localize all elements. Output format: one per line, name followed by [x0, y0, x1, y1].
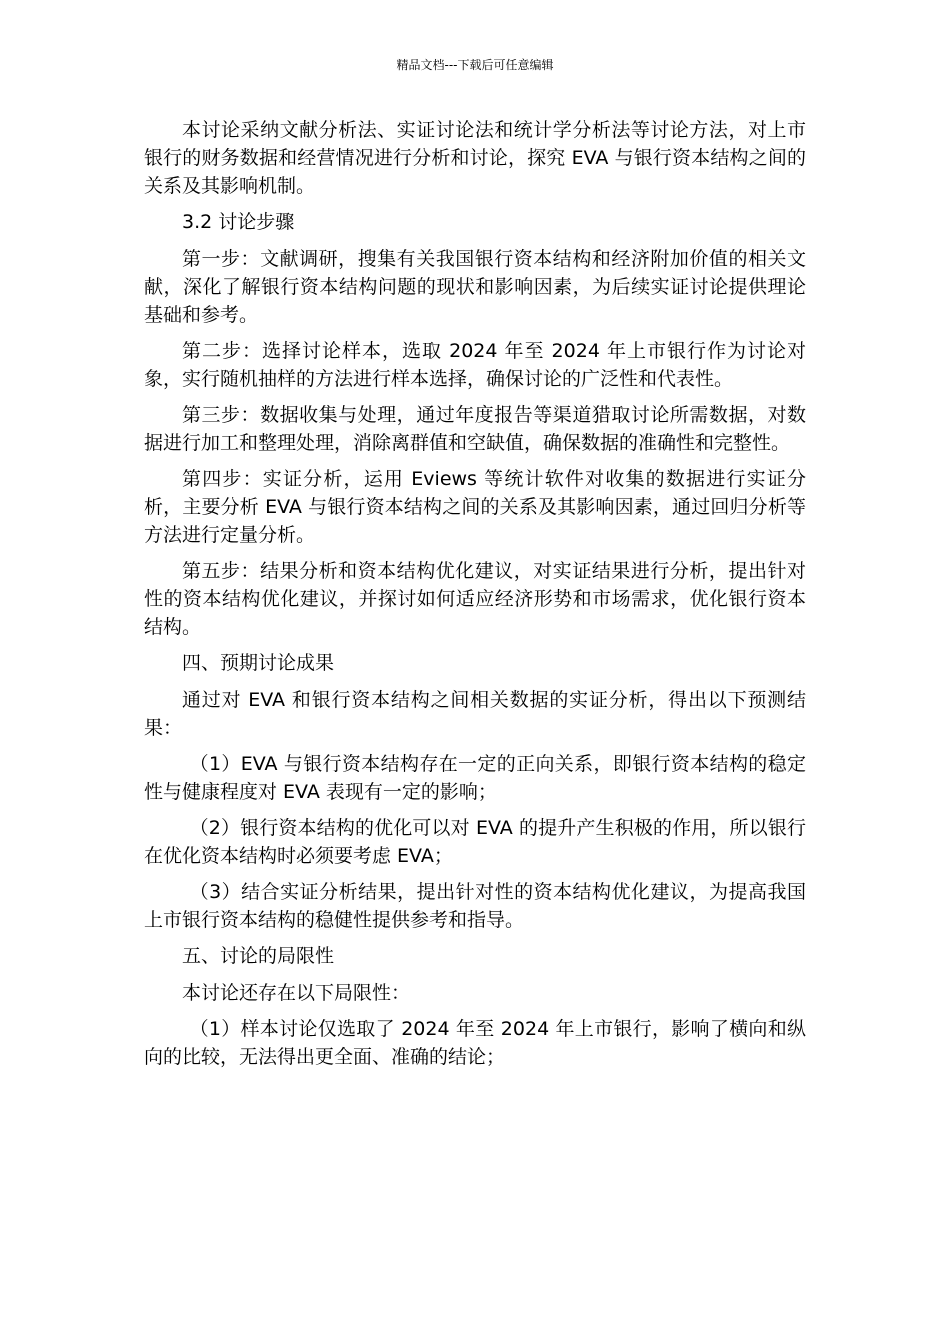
list-item-expected-1: （1）EVA 与银行资本结构存在一定的正向关系，即银行资本结构的稳定性与健康程度对 EVA 表现有一定的影响；: [144, 753, 806, 803]
paragraph-step-3: 第三步：数据收集与处理，通过年度报告等渠道猎取讨论所需数据，对数据进行加工和整理处理，消除离群值和空缺值，确保数据的准确性和完整性。: [144, 404, 806, 454]
section-heading-steps: 3.2 讨论步骤: [182, 211, 295, 233]
list-item-expected-3: （3）结合实证分析结果，提出针对性的资本结构优化建议，为提高我国上市银行资本结构的稳健性提供参考和指导。: [144, 881, 806, 931]
section-heading-limitations: 五、讨论的局限性: [182, 945, 335, 967]
list-item-expected-2: （2）银行资本结构的优化可以对 EVA 的提升产生积极的作用，所以银行在优化资本结构时必须要考虑 EVA；: [144, 817, 806, 867]
list-item-limitation-1: （1）样本讨论仅选取了 2024 年至 2024 年上市银行，影响了横向和纵向的比较，无法得出更全面、准确的结论；: [144, 1018, 806, 1068]
paragraph-expected-intro: 通过对 EVA 和银行资本结构之间相关数据的实证分析，得出以下预测结果：: [144, 689, 806, 739]
document-body: [144, 116, 806, 1079]
paragraph-step-4: 第四步：实证分析，运用 Eviews 等统计软件对收集的数据进行实证分析，主要分析 EVA 与银行资本结构之间的关系及其影响因素，通过回归分析等方法进行定量分析。: [144, 468, 806, 546]
paragraph-step-5: 第五步：结果分析和资本结构优化建议，对实证结果进行分析，提出针对性的资本结构优化建议，并探讨如何适应经济形势和市场需求，优化银行资本结构。: [144, 560, 806, 638]
section-heading-expected-results: 四、预期讨论成果: [182, 652, 335, 674]
paragraph-limitations-intro: 本讨论还存在以下局限性：: [182, 982, 411, 1004]
page-header: 精品文档---下载后可任意编辑: [396, 58, 554, 72]
paragraph-step-1: 第一步：文献调研，搜集有关我国银行资本结构和经济附加价值的相关文献，深化了解银行资本结构问题的现状和影响因素，为后续实证讨论提供理论基础和参考。: [144, 248, 806, 326]
paragraph-step-2: 第二步：选择讨论样本，选取 2024 年至 2024 年上市银行作为讨论对象，实行随机抽样的方法进行样本选择，确保讨论的广泛性和代表性。: [144, 340, 806, 390]
paragraph-methods: 本讨论采纳文献分析法、实证讨论法和统计学分析法等讨论方法，对上市银行的财务数据和经营情况进行分析和讨论，探究 EVA 与银行资本结构之间的关系及其影响机制。: [144, 119, 806, 197]
